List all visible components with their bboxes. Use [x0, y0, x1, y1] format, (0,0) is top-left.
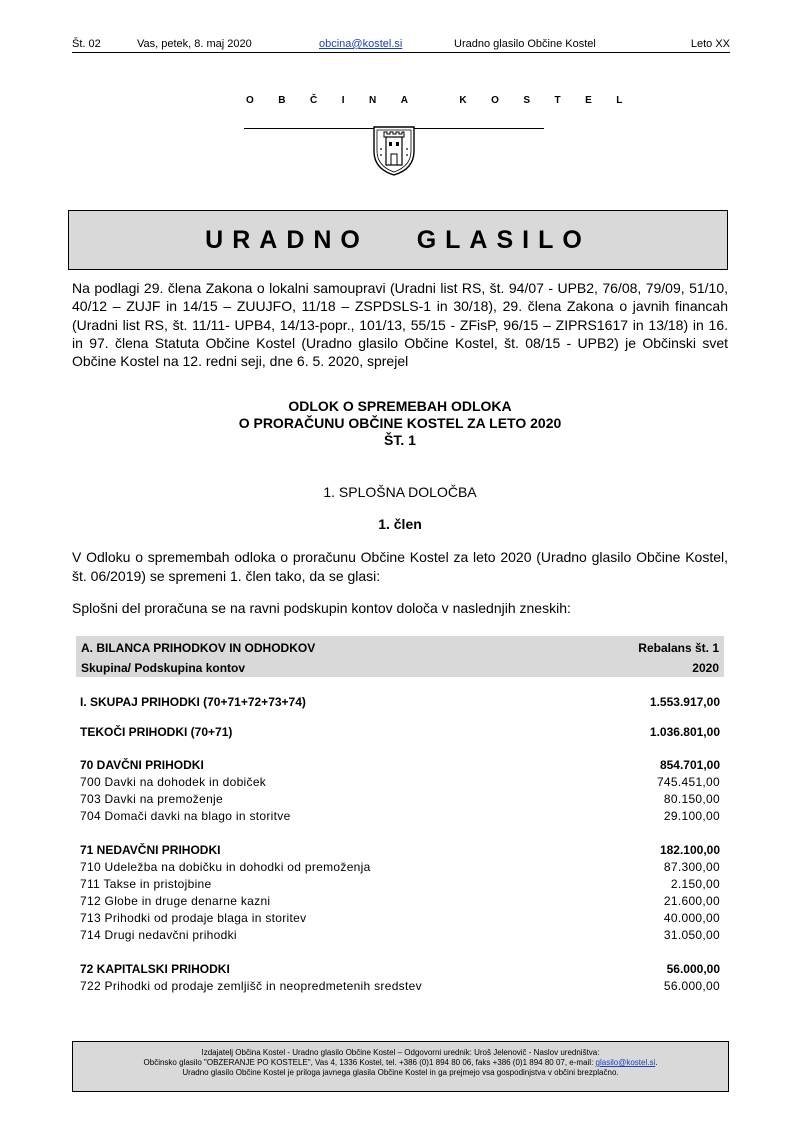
budget-column-title: Rebalans št. 1	[638, 641, 719, 655]
table-row: 713 Prihodki od prodaje blaga in storitev 40.000,00	[80, 911, 720, 925]
table-row: TEKOČI PRIHODKI (70+71) 1.036.801,00	[80, 725, 720, 739]
table-title: A. BILANCA PRIHODKOV IN ODHODKOV	[81, 641, 316, 655]
running-header	[72, 38, 730, 53]
table-row: 722 Prihodki od prodaje zemljišč in neopredmetenih sredstev 56.000,00	[80, 979, 720, 993]
budget-column-year: 2020	[692, 661, 719, 675]
title-line-1: ODLOK O SPREMEBAH ODLOKA	[288, 398, 512, 414]
year-label: Leto XX	[690, 38, 730, 50]
table-row: 700 Davki na dohodek in dobiček 745.451,00	[80, 775, 720, 789]
title-line-2: O PRORAČUNU OBČINE KOSTEL ZA LETO 2020	[238, 415, 562, 431]
table-row: 72 KAPITALSKI PRIHODKI 56.000,00	[80, 962, 720, 976]
table-row: I. SKUPAJ PRIHODKI (70+71+72+73+74) 1.553.917,00	[80, 695, 720, 709]
table-row: 704 Domači davki na blago in storitve 29.100,00	[80, 809, 720, 823]
gazette-banner: URADNO GLASILO	[68, 210, 728, 270]
issue-date: Vas, petek, 8. maj 2020	[137, 38, 252, 50]
table-subtitle: Skupina/ Podskupina kontov	[81, 661, 246, 675]
issue-number: Št. 02	[72, 38, 101, 50]
table-row: 71 NEDAVČNI PRIHODKI 182.100,00	[80, 843, 720, 857]
municipality-name: OBČINA KOSTEL	[246, 95, 647, 106]
table-row: 714 Drugi nedavčni prihodki 31.050,00	[80, 928, 720, 942]
footer-line-1: Izdajatelj Občina Kostel - Uradno glasilo Občine Kostel – Odgovorni urednik: Uroš Jelenovič - Naslov uredništva:	[201, 1048, 600, 1057]
footer-line-3: Uradno glasilo Občine Kostel je priloga javnega glasila Občine Kostel in ga prejmejo vsa gospodinjstva v občini brezplačno.	[182, 1068, 619, 1077]
section-heading: 1. SPLOŠNA DOLOČBA	[323, 484, 477, 500]
table-row: 711 Takse in pristojbine 2.150,00	[80, 877, 720, 891]
table-row: 712 Globe in druge denarne kazni 21.600,00	[80, 894, 720, 908]
article-heading: 1. člen	[378, 516, 422, 532]
email-link[interactable]: obcina@kostel.si	[319, 38, 403, 50]
legal-preamble: Na podlagi 29. člena Zakona o lokalni samoupravi (Uradni list RS, št. 94/07 - UPB2, 76/08, 79/09, 51/10, 40/12 – ZUJF in 14/15 – ZUUJFO, 11/18 – ZSPDSLS-1 in 30/18), 29. člena Zakona o javnih financah (Uradni list RS, št. 11/11- UPB4, 14/13-popr., 101/13, 55/15 - ZFisP, 96/15 – ZIPRS1617 in 13/18) in 16. in 97. člena Statuta Občine Kostel (Uradno glasilo Občine Kostel, št. 08/15 - UPB2) je Občinski svet Občine Kostel na 12. redni seji, dne 6. 5. 2020, sprejel	[72, 280, 728, 370]
table-row: 710 Udeležba na dobičku in dohodki od premoženja 87.300,00	[80, 860, 720, 874]
table-row: 70 DAVČNI PRIHODKI 854.701,00	[80, 758, 720, 772]
page-footer	[72, 1041, 729, 1092]
publication-name: Uradno glasilo Občine Kostel	[454, 38, 596, 50]
table-row: 703 Davki na premoženje 80.150,00	[80, 792, 720, 806]
footer-email-link[interactable]: glasilo@kostel.si	[595, 1058, 656, 1067]
document-title	[72, 398, 728, 449]
intro-text: Splošni del proračuna se na ravni podskupin kontov določa v naslednjih zneskih:	[72, 600, 571, 616]
article-text: V Odloku o spremembah odloka o proračunu Občine Kostel za leto 2020 (Uradno glasilo Občine Kostel, št. 06/2019) se spremeni 1. člen tako, da se glasi:	[72, 549, 728, 584]
footer-line-2: Občinsko glasilo "OBZERANJE PO KOSTELE", Vas 4, 1336 Kostel, tel. +386 (0)1 894 80 06, faks +386 (0)1 894 80 07, e-mail: glasilo@kostel.si.	[143, 1058, 658, 1067]
table-header	[76, 636, 724, 677]
coat-of-arms-icon	[372, 121, 416, 177]
title-line-3: ŠT. 1	[384, 432, 416, 448]
